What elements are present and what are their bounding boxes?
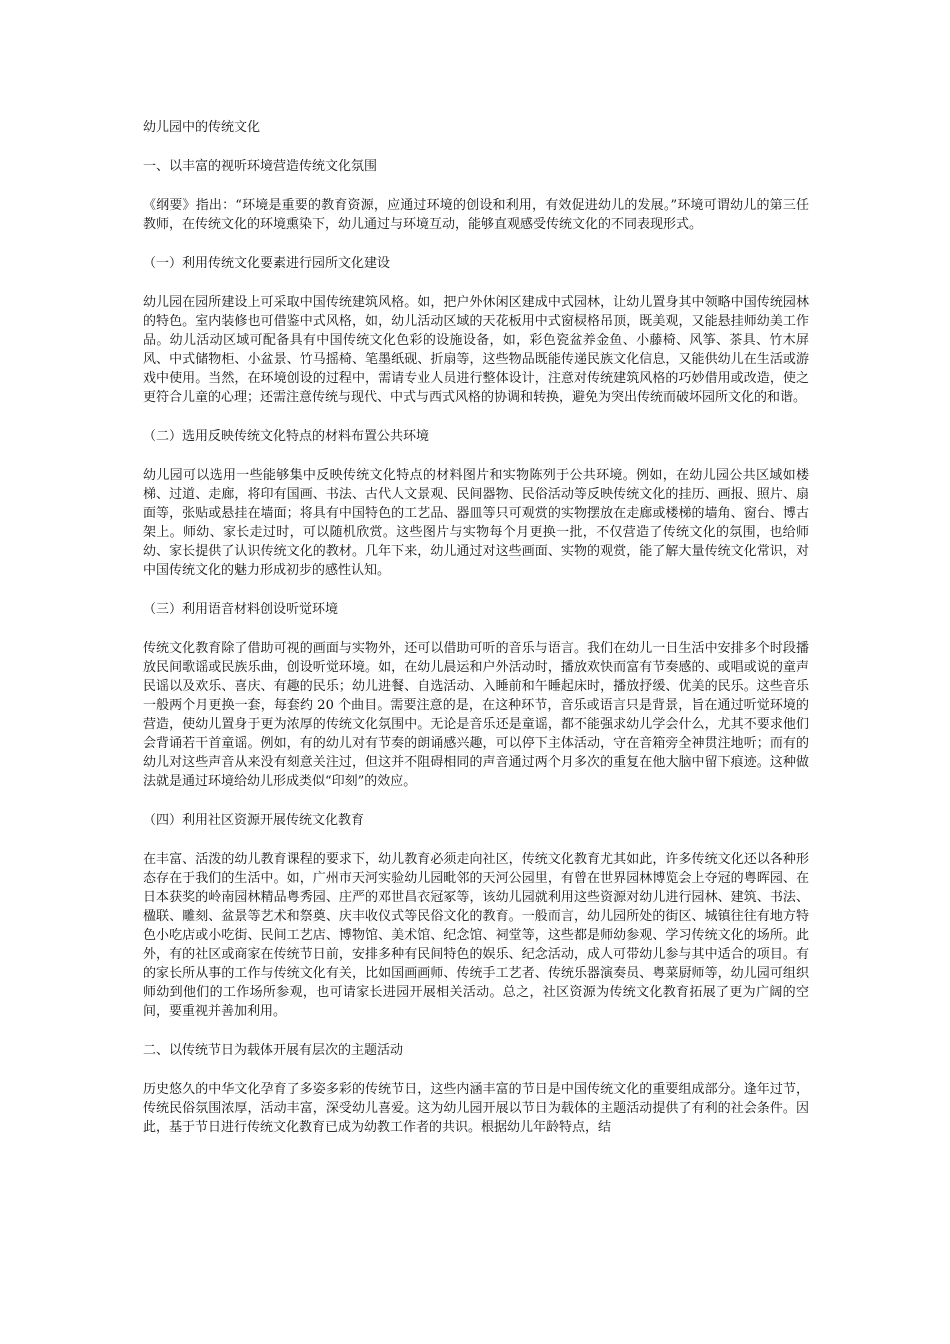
paragraph-gap	[143, 1060, 809, 1080]
subsection-heading-1: （一）利用传统文化要素进行园所文化建设	[143, 256, 391, 271]
subsection-heading-4: （四）利用社区资源开展传统文化教育	[143, 813, 365, 828]
document-title: 幼儿园中的传统文化	[143, 120, 261, 135]
paragraph-gap	[143, 580, 809, 600]
paragraph-gap	[143, 234, 809, 254]
subsection-1-paragraph: 幼儿园在园所建设上可采取中国传统建筑风格。如，把户外休闲区建成中式园林，让幼儿置身其中领略中国传统园林的特色。室内装修也可借鉴中式风格，如，幼儿活动区域的天花板用中式窗棂格吊顶，既美观，又能悬挂师幼美工作品。幼儿活动区域可配备具有中国传统文化色彩的设施设备，如，彩色瓷盆养金鱼、小藤椅、风筝、茶具、竹木屏风、中式储物柜、小盆景、竹马摇椅、笔墨纸砚、折扇等，这些物品既能传递民族文化信息，又能供幼儿在生活或游戏中使用。当然，在环境创设的过程中，需请专业人员进行整体设计，注意对传统建筑风格的巧妙借用或改造，使之更符合儿童的心理；还需注意传统与现代、中式与西式风格的协调和转换，避免为突出传统而破坏园所文化的和谐。	[143, 295, 809, 405]
section-1-intro-paragraph: 《纲要》指出：“环境是重要的教育资源，应通过环境的创设和利用，有效促进幼儿的发展。”环境可谓幼儿的第三任教师，在传统文化的环境熏染下，幼儿通过与环境互动，能够直观感受传统文化的不同表现形式。	[143, 198, 809, 232]
paragraph-gap	[143, 273, 809, 293]
paragraph-gap	[143, 176, 809, 196]
section-2-intro-paragraph: 历史悠久的中华文化孕育了多姿多彩的传统节日，这些内涵丰富的节日是中国传统文化的重要组成部分。逢年过节，传统民俗氛围浓厚，活动丰富，深受幼儿喜爱。这为幼儿园开展以节日为载体的主题活动提供了有利的社会条件。因此，基于节日进行传统文化教育已成为幼教工作者的共识。根据幼儿年龄特点，结	[143, 1082, 809, 1135]
section-heading-2: 二、以传统节日为载体开展有层次的主题活动	[143, 1043, 404, 1058]
subsection-4-paragraph: 在丰富、活泼的幼儿教育课程的要求下，幼儿教育必须走向社区，传统文化教育尤其如此，许多传统文化还以各种形态存在于我们的生活中。如，广州市天河实验幼儿园毗邻的天河公园里，有曾在世界园林博览会上夺冠的粤晖园、在日本获奖的岭南园林精品粤秀园、庄严的邓世昌衣冠冢等，该幼儿园就利用这些资源对幼儿进行园林、建筑、书法、楹联、雕刻、盆景等艺术和祭奠、庆丰收仪式等民俗文化的教育。一般而言，幼儿园所处的街区、城镇往往有地方特色小吃店或小吃街、民间工艺店、博物馆、美术馆、纪念馆、祠堂等，这些都是师幼参观、学习传统文化的场所。此外，有的社区或商家在传统节日前，安排多种有民间特色的娱乐、纪念活动，成人可带幼儿参与其中适合的项目。有的家长所从事的工作与传统文化有关，比如国画画师、传统手工艺者、传统乐器演奏员、粤菜厨师等，幼儿园可组织师幼到他们的工作场所参观，也可请家长进园开展相关活动。总之，社区资源为传统文化教育拓展了更为广阔的空间，要重视并善加利用。	[143, 852, 809, 1019]
document-page	[143, 118, 809, 1137]
section-heading-1: 一、以丰富的视听环境营造传统文化氛围	[143, 159, 378, 174]
paragraph-gap	[143, 446, 809, 466]
paragraph-gap	[143, 1021, 809, 1041]
subsection-heading-2: （二）选用反映传统文化特点的材料布置公共环境	[143, 429, 430, 444]
subsection-heading-3: （三）利用语音材料创设听觉环境	[143, 602, 339, 617]
subsection-3-paragraph: 传统文化教育除了借助可视的画面与实物外，还可以借助可听的音乐与语言。我们在幼儿一日生活中安排多个时段播放民间歌谣或民族乐曲，创设听觉环境。如，在幼儿晨运和户外活动时，播放欢快而富有节奏感的、或唱或说的童声民谣以及欢乐、喜庆、有趣的民乐；幼儿进餐、自选活动、入睡前和午睡起床时，播放抒缓、优美的民乐。这些音乐一般两个月更换一套，每套约 20 个曲目。需要注意的是，在这种环节，音乐或语言只是背景，旨在通过听觉环境的营造，使幼儿置身于更为浓厚的传统文化氛围中。无论是音乐还是童谣，都不能强求幼儿学会什么，尤其不要求他们会背诵若干首童谣。例如，有的幼儿对有节奏的朗诵感兴趣，可以停下主体活动，守在音箱旁全神贯注地听；而有的幼儿对这些声音从来没有刻意关注过，但这并不阻碍相同的声音通过两个月多次的重复在他大脑中留下痕迹。这种做法就是通过环境给幼儿形成类似“印刻”的效应。	[143, 641, 809, 789]
paragraph-gap	[143, 619, 809, 639]
paragraph-gap	[143, 791, 809, 811]
paragraph-gap	[143, 137, 809, 157]
subsection-2-paragraph: 幼儿园可以选用一些能够集中反映传统文化特点的材料图片和实物陈列于公共环境。例如，在幼儿园公共区域如楼梯、过道、走廊，将印有国画、书法、古代人文景观、民间器物、民俗活动等反映传统文化的挂历、画报、照片、扇面等，张贴或悬挂在墙面；将具有中国特色的工艺品、器皿等只可观赏的实物摆放在走廊或楼梯的墙角、窗台、博古架上。师幼、家长走过时，可以随机欣赏。这些图片与实物每个月更换一批，不仅营造了传统文化的氛围，也给师幼、家长提供了认识传统文化的教材。几年下来，幼儿通过对这些画面、实物的观赏，能了解大量传统文化常识，对中国传统文化的魅力形成初步的感性认知。	[143, 468, 809, 578]
paragraph-gap	[143, 830, 809, 850]
paragraph-gap	[143, 407, 809, 427]
